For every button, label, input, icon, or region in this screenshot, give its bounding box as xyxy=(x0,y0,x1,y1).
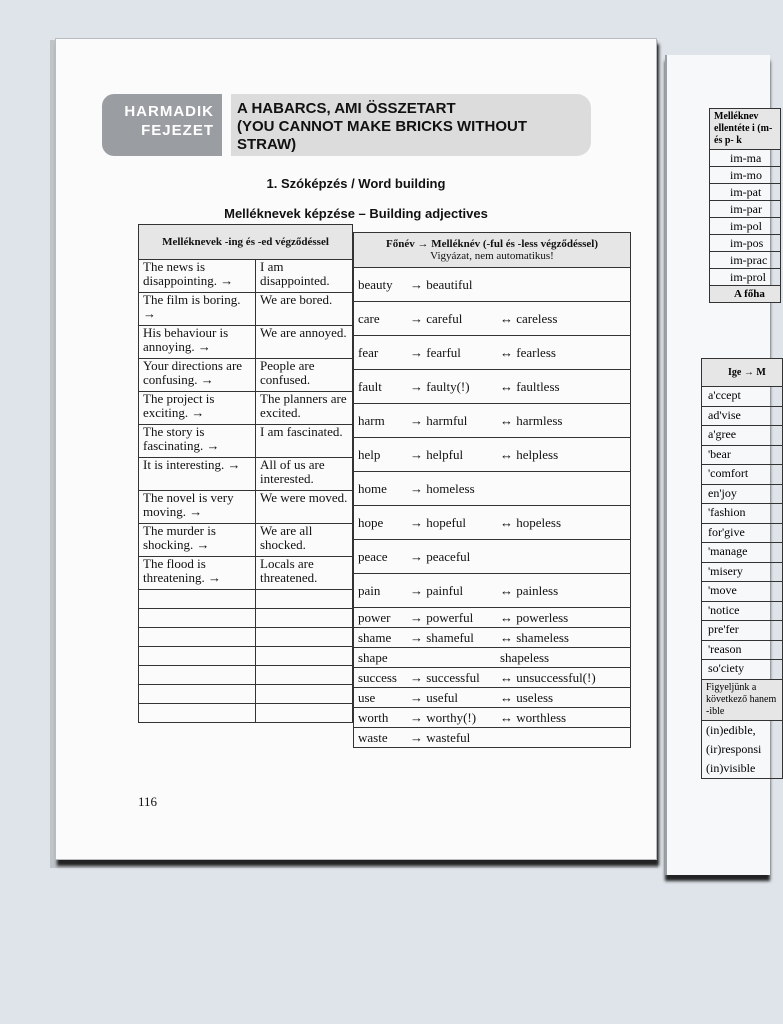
table-cell: I am fascinated. xyxy=(256,425,353,458)
list-item: im-pat xyxy=(710,184,780,201)
list-item: im-prol xyxy=(710,269,780,286)
example-line: (in)edible, xyxy=(706,722,756,737)
section-title: 1. Szóképzés / Word building xyxy=(266,176,446,191)
table-row xyxy=(354,608,631,628)
noun: harm xyxy=(358,412,385,428)
ful-less-table-header xyxy=(354,233,631,268)
ful-adjective: → beautiful xyxy=(410,276,473,292)
table-cell: Locals are threatened. xyxy=(256,557,353,590)
noun: fear xyxy=(358,344,379,360)
table-row xyxy=(139,458,353,491)
noun: shame xyxy=(358,629,392,645)
noun: care xyxy=(358,310,380,326)
list-item: 'fashion xyxy=(702,504,782,524)
badge-line2: FEJEZET xyxy=(141,122,214,139)
table-cell: The film is boring. → xyxy=(139,293,256,326)
ful-adjective: → careful xyxy=(410,310,463,326)
table-cell: I am disappointed. xyxy=(256,260,353,293)
table-row xyxy=(139,326,353,359)
list-item: pre'fer xyxy=(702,621,782,641)
noun: peace xyxy=(358,548,388,564)
left-page xyxy=(55,38,657,860)
table-row xyxy=(139,260,353,293)
list-item: im-pos xyxy=(710,235,780,252)
ful-adjective: → fearful xyxy=(410,344,461,360)
table-row xyxy=(354,728,631,748)
table-row xyxy=(354,574,631,608)
list-item: im-par xyxy=(710,201,780,218)
verb-box-note: Figyeljünk a következő hanem -ible xyxy=(702,680,782,721)
table-row xyxy=(354,438,631,472)
less-adjective: ↔ harmless xyxy=(500,412,563,428)
list-item: 'bear xyxy=(702,446,782,466)
page-number: 116 xyxy=(138,794,158,809)
ful-adjective: → powerful xyxy=(410,609,474,625)
table-row xyxy=(139,293,353,326)
list-item: a'ccept xyxy=(702,387,782,407)
noun: worth xyxy=(358,709,389,725)
table-cell: The news is disappointing. → xyxy=(139,260,256,293)
table-cell: The murder is shocking. → xyxy=(139,524,256,557)
ful-adjective: → wasteful xyxy=(410,729,471,745)
list-item: for'give xyxy=(702,524,782,544)
table-row xyxy=(354,540,631,574)
table-cell: We were moved. xyxy=(256,491,353,524)
list-item: im-pol xyxy=(710,218,780,235)
table-row xyxy=(354,268,631,302)
chapter-title xyxy=(231,94,591,156)
chapter-badge xyxy=(102,94,222,156)
noun: beauty xyxy=(358,276,393,292)
ful-less-note: Vigyázat, nem automatikus! xyxy=(430,250,554,262)
table-row xyxy=(139,557,353,590)
list-item: en'joy xyxy=(702,485,782,505)
noun: waste xyxy=(358,729,388,745)
table-cell: We are all shocked. xyxy=(256,524,353,557)
table-cell: The flood is threatening. → xyxy=(139,557,256,590)
ful-adjective: → painful xyxy=(410,582,464,598)
empty-row xyxy=(139,609,353,628)
less-adjective: ↔ faultless xyxy=(500,378,560,394)
noun: fault xyxy=(358,378,382,394)
less-adjective: ↔ powerless xyxy=(500,609,569,625)
list-item: 'reason xyxy=(702,641,782,661)
table-cell: His behaviour is annoying. → xyxy=(139,326,256,359)
less-adjective: ↔ fearless xyxy=(500,344,556,360)
verb-box-header: Ige → M xyxy=(702,359,782,387)
table-row xyxy=(139,491,353,524)
list-item: im-mo xyxy=(710,167,780,184)
noun: use xyxy=(358,689,376,705)
empty-row xyxy=(139,628,353,647)
table-row xyxy=(354,648,631,668)
table-cell: People are confused. xyxy=(256,359,353,392)
ful-adjective: → successful xyxy=(410,669,480,685)
less-adjective: ↔ unsuccessful(!) xyxy=(500,669,596,685)
noun: hope xyxy=(358,514,384,530)
table-cell: It is interesting. → xyxy=(139,458,256,491)
less-adjective: ↔ worthless xyxy=(500,709,567,725)
table-row xyxy=(139,392,353,425)
ful-adjective: → homeless xyxy=(410,480,475,496)
ful-adjective: → peaceful xyxy=(410,548,471,564)
table-row xyxy=(354,628,631,648)
title-line1: A HABARCS, AMI ÖSSZETART xyxy=(237,100,456,117)
table-cell: The planners are excited. xyxy=(256,392,353,425)
less-adjective: ↔ careless xyxy=(500,310,558,326)
empty-row xyxy=(139,704,353,723)
table-cell: We are annoyed. xyxy=(256,326,353,359)
noun: shape xyxy=(358,649,388,665)
title-line3: STRAW) xyxy=(237,136,297,153)
title-line2: (YOU CANNOT MAKE BRICKS WITHOUT xyxy=(237,118,527,135)
ful-adjective: → worthy(!) xyxy=(410,709,477,725)
table-cell: The story is fascinating. → xyxy=(139,425,256,458)
table-row xyxy=(139,524,353,557)
less-adjective: shapeless xyxy=(500,649,550,665)
less-adjective: ↔ painless xyxy=(500,582,559,598)
list-item: so'ciety xyxy=(702,660,782,680)
less-adjective: ↔ hopeless xyxy=(500,514,562,530)
noun: success xyxy=(358,669,397,685)
ful-adjective: → shameful xyxy=(410,629,474,645)
table-row xyxy=(354,688,631,708)
ing-ed-table xyxy=(138,224,353,723)
badge-line1: HARMADIK xyxy=(124,103,214,120)
verb-box xyxy=(701,358,783,779)
less-adjective: ↔ shameless xyxy=(500,629,569,645)
ful-less-table xyxy=(353,232,631,748)
empty-row xyxy=(139,590,353,609)
prefix-box-footer: A főha xyxy=(710,286,780,302)
section-subtitle: Melléknevek képzése – Building adjectives xyxy=(224,206,488,221)
table-row xyxy=(354,370,631,404)
noun: pain xyxy=(358,582,381,598)
empty-row xyxy=(139,647,353,666)
noun: help xyxy=(358,446,381,462)
noun: power xyxy=(358,609,391,625)
empty-row xyxy=(139,685,353,704)
table-row xyxy=(354,708,631,728)
table-row xyxy=(354,506,631,540)
prefix-box-header: Melléknev ellentéte i (m- és p- k xyxy=(710,109,780,150)
list-item: 'comfort xyxy=(702,465,782,485)
table-row xyxy=(354,302,631,336)
table-row xyxy=(354,404,631,438)
ing-ed-table-header: Melléknevek -ing és -ed végződéssel xyxy=(139,225,353,260)
example-line: (ir)responsi xyxy=(706,741,762,756)
noun: home xyxy=(358,480,387,496)
list-item: a'gree xyxy=(702,426,782,446)
prefix-box xyxy=(709,108,781,303)
ful-less-header-text: Főnév → Melléknév (-ful és -less végződéssel) xyxy=(385,238,598,250)
less-adjective: ↔ useless xyxy=(500,689,554,705)
ful-adjective: → useful xyxy=(410,689,459,705)
less-adjective: ↔ helpless xyxy=(500,446,559,462)
list-item: 'notice xyxy=(702,602,782,622)
table-row xyxy=(354,336,631,370)
list-item: ad'vise xyxy=(702,407,782,427)
ful-adjective: → harmful xyxy=(410,412,468,428)
list-item: 'manage xyxy=(702,543,782,563)
table-cell: The novel is very moving. → xyxy=(139,491,256,524)
list-item: 'move xyxy=(702,582,782,602)
table-cell: The project is exciting. → xyxy=(139,392,256,425)
example-line: (in)visible xyxy=(706,760,756,775)
ful-adjective: → helpful xyxy=(410,446,464,462)
right-page xyxy=(665,55,777,875)
table-row xyxy=(139,359,353,392)
list-item: im-prac xyxy=(710,252,780,269)
table-cell: Your directions are confusing. → xyxy=(139,359,256,392)
list-item: im-ma xyxy=(710,150,780,167)
ful-adjective: → faulty(!) xyxy=(410,378,470,394)
table-cell: We are bored. xyxy=(256,293,353,326)
table-cell: All of us are interested. xyxy=(256,458,353,491)
table-row xyxy=(139,425,353,458)
table-row xyxy=(354,668,631,688)
ful-adjective: → hopeful xyxy=(410,514,466,530)
list-item: 'misery xyxy=(702,563,782,583)
table-row xyxy=(354,472,631,506)
empty-row xyxy=(139,666,353,685)
